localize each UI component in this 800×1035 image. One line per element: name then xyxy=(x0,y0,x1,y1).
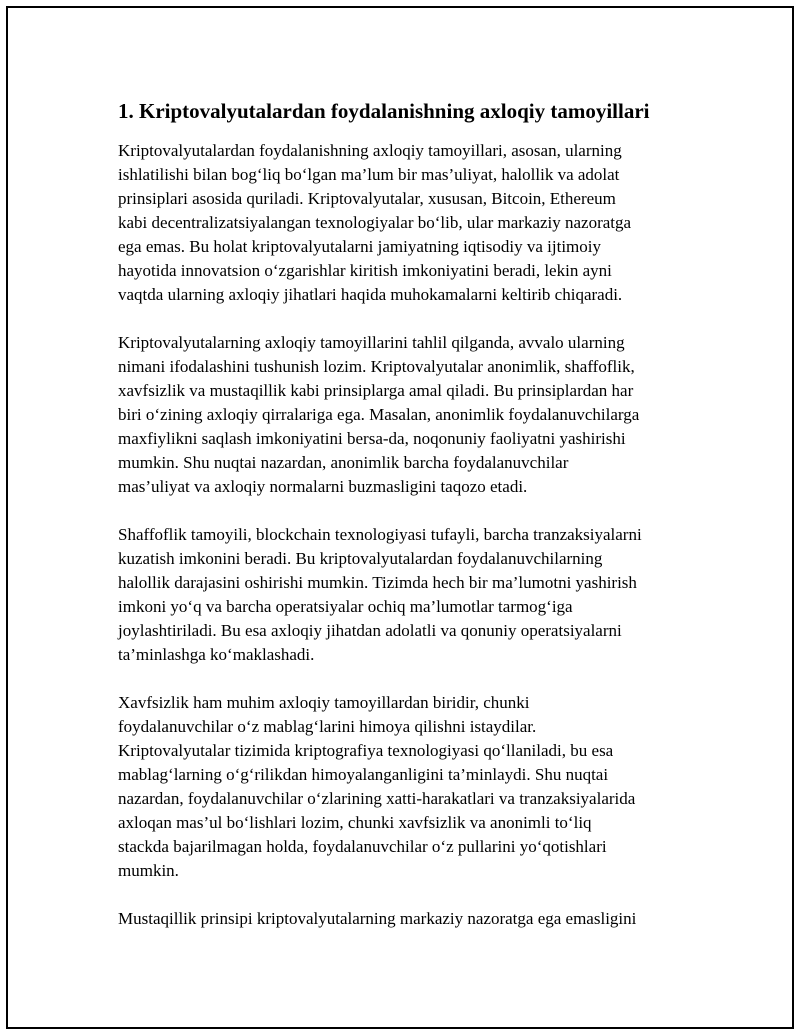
paragraph-line: kuzatish imkonini beradi. Bu kriptovalyutalardan foydalanuvchilarning xyxy=(118,549,603,568)
paragraph-line: mas’uliyat va axloqiy normalarni buzmasligini taqozo etadi. xyxy=(118,477,528,496)
paragraph-line: vaqtda ularning axloqiy jihatlari haqida muhokamalarni keltirib chiqaradi. xyxy=(118,285,623,304)
body-paragraph xyxy=(118,139,698,307)
paragraph-line: nimani ifodalashini tushunish lozim. Kriptovalyutalar anonimlik, shaffoflik, xyxy=(118,357,635,376)
paragraph-line: ega emas. Bu holat kriptovalyutalarni jamiyatning iqtisodiy va ijtimoiy xyxy=(118,237,601,256)
paragraph-line: Shaffoflik tamoyili, blockchain texnologiyasi tufayli, barcha tranzaksiyalarni xyxy=(118,525,642,544)
paragraph-line: hayotida innovatsion o‘zgarishlar kiritish imkoniyatini beradi, lekin ayni xyxy=(118,261,612,280)
paragraph-line: joylashtiriladi. Bu esa axloqiy jihatdan adolatli va qonuniy operatsiyalarni xyxy=(118,621,622,640)
paragraph-line: nazardan, foydalanuvchilar o‘zlarining xatti-harakatlari va tranzaksiyalarida xyxy=(118,789,636,808)
paragraph-line: ishlatilishi bilan bog‘liq bo‘lgan ma’lum bir mas’uliyat, halollik va adolat xyxy=(118,165,620,184)
body-paragraph xyxy=(118,907,698,931)
paragraph-line: Mustaqillik prinsipi kriptovalyutalarning markaziy nazoratga ega emasligini xyxy=(118,909,637,928)
paragraph-line: kabi decentralizatsiyalangan texnologiyalar bo‘lib, ular markaziy nazoratga xyxy=(118,213,632,232)
document-page xyxy=(6,6,794,1029)
body-paragraph xyxy=(118,331,698,499)
paragraph-line: mumkin. xyxy=(118,861,179,880)
paragraph-line: ta’minlashga ko‘maklashadi. xyxy=(118,645,315,664)
paragraph-line: foydalanuvchilar o‘z mablag‘larini himoya qilishni istaydilar. xyxy=(118,717,537,736)
paragraph-line: biri o‘zining axloqiy qirralariga ega. Masalan, anonimlik foydalanuvchilarga xyxy=(118,405,640,424)
paragraph-line: prinsiplari asosida quriladi. Kriptovalyutalar, xususan, Bitcoin, Ethereum xyxy=(118,189,616,208)
body-paragraph xyxy=(118,523,698,667)
paragraph-line: axloqan mas’ul bo‘lishlari lozim, chunki xavfsizlik va anonimli to‘liq xyxy=(118,813,592,832)
paragraph-line: halollik darajasini oshirishi mumkin. Tizimda hech bir ma’lumotni yashirish xyxy=(118,573,637,592)
section-heading: 1. Kriptovalyutalardan foydalanishning axloqiy tamoyillari xyxy=(118,99,650,123)
document-content xyxy=(118,97,698,955)
paragraph-line: imkoni yo‘q va barcha operatsiyalar ochiq ma’lumotlar tarmog‘iga xyxy=(118,597,573,616)
paragraph-line: Kriptovalyutalardan foydalanishning axloqiy tamoyillari, asosan, ularning xyxy=(118,141,622,160)
paragraph-line: mumkin. Shu nuqtai nazardan, anonimlik barcha foydalanuvchilar xyxy=(118,453,569,472)
paragraph-line: stackda bajarilmagan holda, foydalanuvchilar o‘z pullarini yo‘qotishlari xyxy=(118,837,607,856)
body-paragraph xyxy=(118,691,698,883)
paragraphs-container xyxy=(118,139,698,931)
paragraph-line: Xavfsizlik ham muhim axloqiy tamoyillardan biridir, chunki xyxy=(118,693,530,712)
paragraph-line: maxfiylikni saqlash imkoniyatini bersa-da, noqonuniy faoliyatni yashirishi xyxy=(118,429,626,448)
paragraph-line: Kriptovalyutalar tizimida kriptografiya texnologiyasi qo‘llaniladi, bu esa xyxy=(118,741,614,760)
paragraph-line: xavfsizlik va mustaqillik kabi prinsiplarga amal qiladi. Bu prinsiplardan har xyxy=(118,381,634,400)
paragraph-line: mablag‘larning o‘g‘rilikdan himoyalanganligini ta’minlaydi. Shu nuqtai xyxy=(118,765,609,784)
paragraph-line: Kriptovalyutalarning axloqiy tamoyillarini tahlil qilganda, avvalo ularning xyxy=(118,333,625,352)
